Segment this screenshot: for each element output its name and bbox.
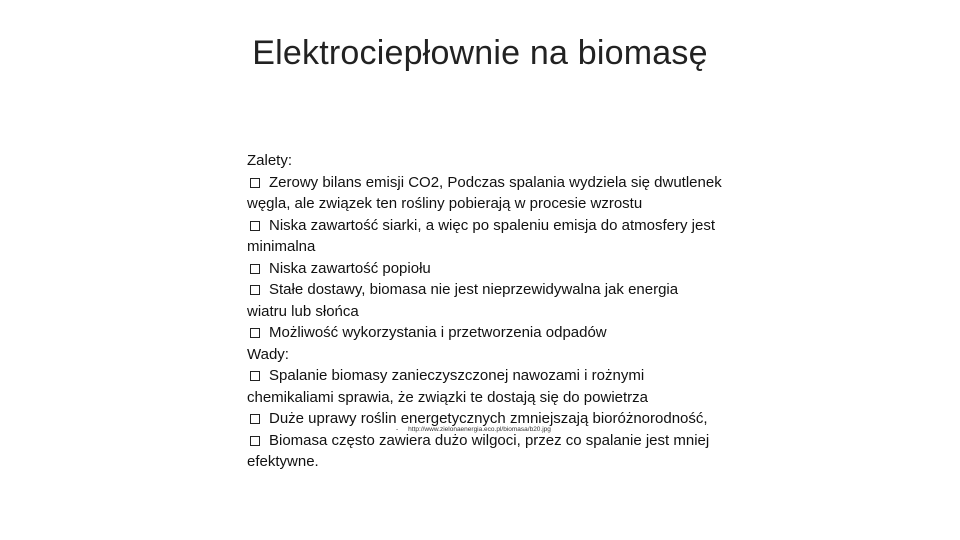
empty-square-icon	[250, 436, 260, 446]
bullet-line	[247, 215, 787, 237]
line-text: Duże uprawy roślin energetycznych zmniejszają bioróżnorodność,	[269, 410, 708, 427]
line-text: Zalety:	[247, 152, 293, 169]
empty-square-icon	[250, 414, 260, 424]
bullet-line	[247, 279, 787, 301]
line-text: Spalanie biomasy zanieczyszczonej nawozami i rożnymi	[269, 367, 645, 384]
line-text: Stałe dostawy, biomasa nie jest nieprzewidywalna jak energia	[269, 281, 679, 298]
text-line	[247, 451, 787, 473]
footnote-url[interactable]: http://www.zielonaenergia.eco.pl/biomasa/b20.jpg	[408, 426, 551, 433]
slide-title: Elektrociepłownie na biomasę	[252, 34, 708, 72]
footnote-dash: -	[396, 426, 399, 433]
text-line	[247, 193, 787, 215]
empty-square-icon	[250, 221, 260, 231]
text-line	[247, 387, 787, 409]
empty-square-icon	[250, 328, 260, 338]
bullet-line	[247, 322, 787, 344]
line-text: efektywne.	[247, 453, 319, 470]
bullet-line	[247, 172, 787, 194]
line-text: węgla, ale związek ten rośliny pobierają w procesie wzrostu	[247, 195, 643, 212]
image-source-footnote	[396, 426, 551, 433]
slide-body	[247, 150, 787, 473]
text-line	[247, 344, 787, 366]
empty-square-icon	[250, 178, 260, 188]
line-text: wiatru lub słońca	[247, 302, 359, 320]
bullet-line	[247, 258, 787, 280]
empty-square-icon	[250, 285, 260, 295]
line-text: minimalna	[247, 238, 316, 255]
line-text: Zerowy bilans emisji CO2, Podczas spalania wydziela się dwutlenek	[269, 173, 722, 191]
text-line	[247, 301, 787, 323]
empty-square-icon	[250, 264, 260, 274]
line-text: Wady:	[247, 345, 289, 363]
line-text: Możliwość wykorzystania i przetworzenia odpadów	[269, 324, 607, 341]
text-line	[247, 236, 787, 258]
line-text: Niska zawartość popiołu	[269, 259, 431, 277]
bullet-line	[247, 365, 787, 387]
line-text: Biomasa często zawiera dużo wilgoci, przez co spalanie jest mniej	[269, 431, 710, 449]
text-line	[247, 150, 787, 172]
line-text: Niska zawartość siarki, a więc po spaleniu emisja do atmosfery jest	[269, 216, 716, 234]
line-text: chemikaliami sprawia, że związki te dostają się do powietrza	[247, 388, 649, 406]
empty-square-icon	[250, 371, 260, 381]
